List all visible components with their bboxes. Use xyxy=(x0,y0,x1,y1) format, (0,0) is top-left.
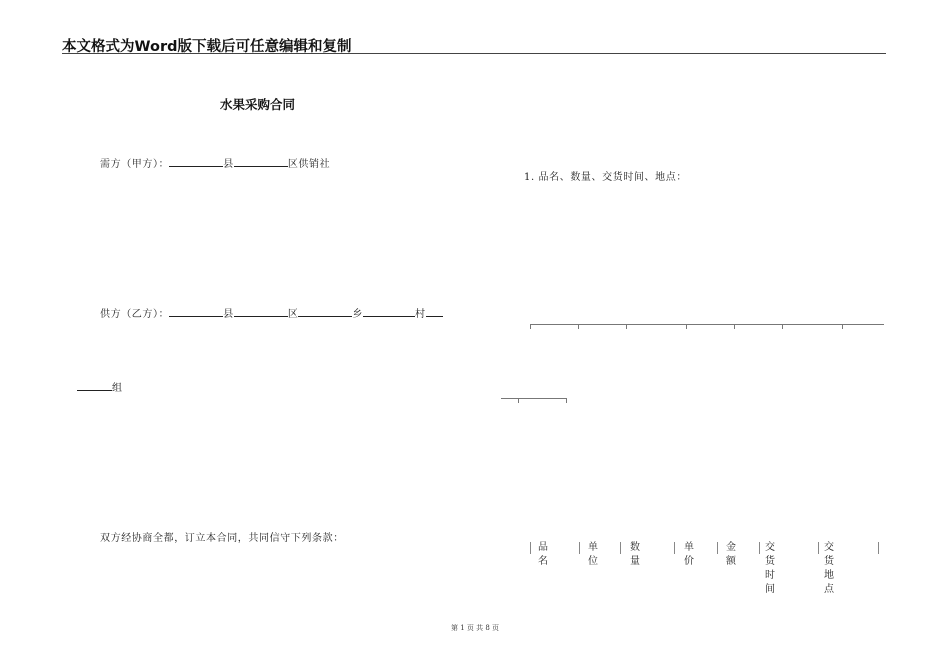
buyer-district-blank xyxy=(234,155,288,167)
header-cell-delivery-time: 交货时间 xyxy=(765,542,776,595)
table-tick xyxy=(518,398,519,403)
buyer-county-label: 县 xyxy=(223,159,234,170)
header-cell-product: 品名 xyxy=(538,542,549,567)
group-label: 组 xyxy=(112,383,123,394)
seller-district-label: 区 xyxy=(287,309,299,320)
table-divider xyxy=(818,542,819,554)
header-cell-delivery-place: 交货地点 xyxy=(824,542,835,595)
header-cell-unit-price: 单价 xyxy=(684,542,695,567)
header-cell-quantity: 数量 xyxy=(630,542,641,567)
document-title: 水果采购合同 xyxy=(220,97,296,112)
table-divider xyxy=(579,542,580,554)
table-tick xyxy=(782,324,783,329)
table-fragment-line xyxy=(501,398,566,399)
table-tick xyxy=(530,324,531,329)
table-divider xyxy=(530,542,531,554)
header-divider xyxy=(62,53,886,54)
table-tick xyxy=(626,324,627,329)
table-tick xyxy=(734,324,735,329)
clause-1-heading: 1. 品名、数量、交货时间、地点： xyxy=(524,172,687,183)
seller-tail-blank xyxy=(426,305,443,317)
seller-village-label: 村 xyxy=(415,309,426,320)
table-tick xyxy=(842,324,843,329)
table-divider xyxy=(717,542,718,554)
page-number: 第 1 页 共 8 页 xyxy=(450,624,500,632)
buyer-line xyxy=(100,155,330,170)
header-cell-unit: 单位 xyxy=(588,542,599,567)
seller-county-blank xyxy=(169,305,223,317)
seller-township-label: 乡 xyxy=(352,309,364,320)
table-divider xyxy=(878,542,879,554)
buyer-county-blank xyxy=(169,155,223,167)
header-banner: 本文格式为Word版下载后可任意编辑和复制 xyxy=(62,39,352,55)
table-divider xyxy=(674,542,675,554)
buyer-suffix: 区供销社 xyxy=(287,159,331,170)
group-blank xyxy=(77,379,112,391)
seller-prefix: 供方（乙方）： xyxy=(100,309,170,320)
table-tick xyxy=(578,324,579,329)
agreement-text: 双方经协商全都，订立本合同，共同信守下列条款： xyxy=(100,533,344,544)
seller-district-blank xyxy=(234,305,288,317)
seller-village-blank xyxy=(363,305,415,317)
buyer-prefix: 需方（甲方）： xyxy=(100,159,170,170)
table-top-border xyxy=(530,324,884,325)
table-tick xyxy=(686,324,687,329)
seller-township-blank xyxy=(298,305,352,317)
table-tick xyxy=(566,398,567,403)
header-cell-amount: 金额 xyxy=(726,542,737,567)
table-divider xyxy=(620,542,621,554)
table-divider xyxy=(759,542,760,554)
seller-line xyxy=(100,305,443,320)
group-line xyxy=(77,379,123,394)
seller-county-label: 县 xyxy=(223,309,234,320)
